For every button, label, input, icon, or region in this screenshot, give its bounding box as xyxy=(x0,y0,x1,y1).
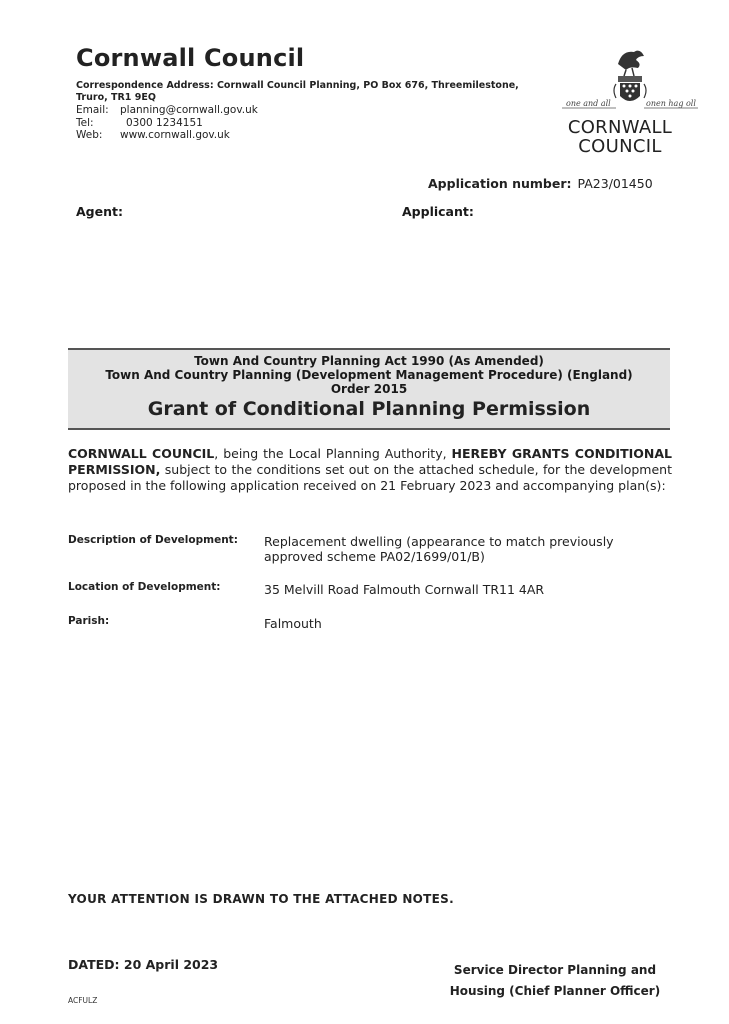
tel-label: Tel: xyxy=(76,116,94,129)
location-label: Location of Development: xyxy=(68,581,221,593)
location-value: 35 Melvill Road Falmouth Cornwall TR11 4AR xyxy=(264,582,545,597)
logo-name-line1: CORNWALL xyxy=(567,117,673,138)
description-label: Description of Development: xyxy=(68,534,238,546)
logo-motto-left: one and all xyxy=(566,99,611,108)
council-name: Cornwall Council xyxy=(76,44,305,72)
banner-title: Grant of Conditional Planning Permission xyxy=(147,398,591,420)
application-number-value: PA23/01450 xyxy=(577,176,653,191)
coat-of-arms-icon xyxy=(560,44,700,116)
logo-name-line2: COUNCIL xyxy=(578,136,662,157)
agent-label: Agent: xyxy=(76,204,123,219)
intro-bold-council: CORNWALL COUNCIL xyxy=(68,446,215,461)
contact-web-row xyxy=(76,129,258,142)
email-value[interactable]: planning@cornwall.gov.uk xyxy=(120,104,258,116)
applicant-label: Applicant: xyxy=(402,204,474,219)
grant-statement xyxy=(68,446,672,494)
intro-text-2: subject to the conditions set out on the attached schedule, for the development proposed in the following application received on 21 February 2023 and accompanying plan(s): xyxy=(68,462,672,493)
date-line: DATED: 20 April 2023 xyxy=(68,957,219,972)
signatory-line-2: Housing (Chief Planner Officer) xyxy=(449,984,661,998)
banner-procedure-line: Town And Country Planning (Development Management Procedure) (England) xyxy=(105,368,633,382)
permission-banner xyxy=(68,348,670,430)
contact-tel-row xyxy=(76,117,258,130)
logo-wordmark xyxy=(556,118,684,156)
tel-value: 0300 1234151 xyxy=(126,116,203,129)
banner-order-line: Order 2015 xyxy=(330,382,408,396)
logo-motto-right: onen hag oll xyxy=(646,99,696,108)
attention-notice: YOUR ATTENTION IS DRAWN TO THE ATTACHED NOTES. xyxy=(68,892,454,906)
reference-code: ACFULZ xyxy=(68,996,98,1005)
signatory-line-1: Service Director Planning and xyxy=(453,963,657,977)
description-value: Replacement dwelling (appearance to match previously approved scheme PA02/1699/01/B) xyxy=(264,534,614,564)
web-value[interactable]: www.cornwall.gov.uk xyxy=(120,129,230,141)
banner-act-line: Town And Country Planning Act 1990 (As Amended) xyxy=(194,354,544,368)
email-label: Email: xyxy=(76,104,109,116)
contact-email-row xyxy=(76,104,258,117)
correspondence-address: Correspondence Address: Cornwall Council Planning, PO Box 676, Threemilestone, Truro, TR1 9EQ xyxy=(76,80,519,103)
application-number xyxy=(428,176,653,191)
application-number-label: Application number: xyxy=(428,176,572,191)
cornwall-council-logo xyxy=(560,44,700,120)
contact-block xyxy=(76,104,258,142)
intro-text-1: , being the Local Planning Authority, xyxy=(214,446,452,461)
web-label: Web: xyxy=(76,129,103,141)
parish-value: Falmouth xyxy=(264,616,322,631)
signatory-block xyxy=(440,960,670,1002)
intro-bold-grants: HEREBY GRANTS CONDITIONAL PERMISSION, xyxy=(68,446,672,477)
parish-label: Parish: xyxy=(68,615,110,627)
